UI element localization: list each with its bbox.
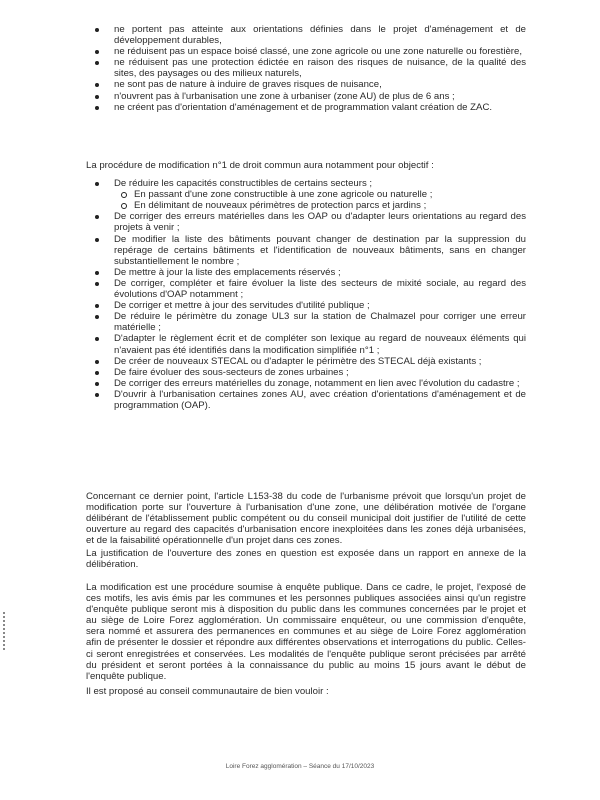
paragraph-text: Concernant ce dernier point, l'article L153-38 du code de l'urbanisme prévoit que lorsqu'un projet de modification porte sur l'ouverture à l'urbanisation d'une zone, une délibération motivée de l'organe délibérant de l'établissement public compétent ou du conseil municipal doit justifier de l'utilité de cette ouverture au regard des capacités d'urbanisation encore inexploitées dans les zones déjà urbanisées, et de la faisabilité opérationnelle d'un projet dans ces zones. [86, 491, 526, 547]
list-item: ne réduisent pas une protection édictée en raison des risques de nuisance, de la qualité des sites, des paysages ou des milieux naturels, [86, 57, 526, 79]
list-item: De réduire le périmètre du zonage UL3 sur la station de Chalmazel pour corriger une erreur matérielle ; [86, 311, 526, 333]
page-footer: Loire Forez agglomération – Séance du 17/10/2023 [225, 763, 375, 770]
paragraph-l153 [86, 491, 526, 546]
list-item-text: De réduire les capacités constructibles de certains secteurs ; [114, 178, 373, 190]
list-item: De corriger des erreurs matérielles dans les OAP ou d'adapter leurs orientations au regard des projets à venir ; [86, 211, 526, 233]
objectives-list [86, 178, 526, 411]
list-item: De corriger et mettre à jour des servitudes d'utilité publique ; [86, 300, 526, 311]
procedure-intro: La procédure de modification n°1 de droit commun aura notamment pour objectif : [86, 160, 434, 171]
sub-list-item: En délimitant de nouveaux périmètres de protection parcs et jardins ; [114, 200, 526, 211]
procedure-section [86, 160, 526, 411]
paragraph-justification [86, 548, 526, 570]
paragraph-enquete [86, 582, 526, 682]
list-item: De mettre à jour la liste des emplacements réservés ; [86, 267, 526, 278]
list-item: ne créent pas d'orientation d'aménagement et de programmation valant création de ZAC. [86, 102, 526, 113]
list-item: De corriger, compléter et faire évoluer la liste des secteurs de mixité sociale, au regard des évolutions d'OAP notamment ; [86, 278, 526, 300]
paragraph-proposal [86, 686, 526, 697]
paragraph-text: Il est proposé au conseil communautaire de bien vouloir : [86, 686, 329, 697]
criteria-section [86, 24, 526, 113]
list-item: ne portent pas atteinte aux orientations définies dans le projet d'aménagement et de développement durables, [86, 24, 526, 46]
list-item: ne sont pas de nature à induire de graves risques de nuisance, [86, 79, 526, 90]
criteria-list [86, 24, 526, 113]
list-item: De corriger des erreurs matérielles du zonage, notamment en lien avec l'évolution du cadastre ; [86, 378, 526, 389]
list-item: D'ouvrir à l'urbanisation certaines zones AU, avec création d'orientations d'aménagement et de programmation (OAP). [86, 389, 526, 411]
paragraph-text: La justification de l'ouverture des zones en question est exposée dans un rapport en annexe de la délibération. [86, 548, 526, 571]
sub-list [114, 189, 526, 211]
list-item [86, 178, 526, 211]
list-item: De modifier la liste des bâtiments pouvant changer de destination par la suppression du repérage de certains bâtiments et l'identification de nouveaux bâtiments, sans en changer substantiellement le nombre ; [86, 234, 526, 267]
list-item: De faire évoluer des sous-secteurs de zones urbaines ; [86, 367, 526, 378]
paragraph-text: La modification est une procédure soumise à enquête publique. Dans ce cadre, le projet, l'exposé de ces motifs, les avis émis par les communes et les personnes publiques associées ainsi qu'un registre d'enquête publique seront mis à disposition du public dans les communes concernées par le projet et au siège de Loire Forez agglomération. Un commissaire enquêteur, ou une commission d'enquête, sera nommé et assurera des permanences en communes et au siège de Loire Forez agglomération afin de présenter le dossier et répondre aux différentes observations et interrogations du public. Celles-ci seront enregistrées et conservées. Les modalités de l'enquête publique seront précisées par arrêté du président et seront portées à la connaissance du public au moins 15 jours avant le début de l'enquête publique. [86, 582, 526, 682]
list-item: De créer de nouveaux STECAL ou d'adapter le périmètre des STECAL déjà existants ; [86, 356, 526, 367]
list-item: ne réduisent pas un espace boisé classé, une zone agricole ou une zone naturelle ou forestière, [86, 46, 526, 57]
scan-artifact [3, 612, 5, 650]
sub-list-item: En passant d'une zone constructible à une zone agricole ou naturelle ; [114, 189, 526, 200]
list-item: D'adapter le règlement écrit et de compléter son lexique au regard de nouveaux éléments qui n'avaient pas été identifiés dans la modification simplifiée n°1 ; [86, 333, 526, 355]
list-item: n'ouvrent pas à l'urbanisation une zone à urbaniser (zone AU) de plus de 6 ans ; [86, 91, 526, 102]
